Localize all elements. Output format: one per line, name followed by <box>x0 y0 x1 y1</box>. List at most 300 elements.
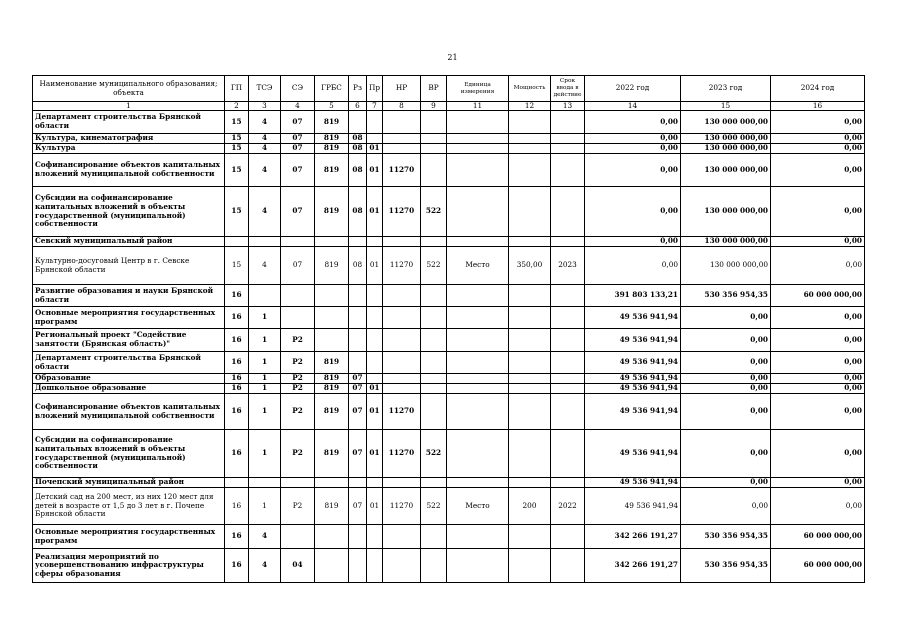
table-cell <box>281 237 315 247</box>
table-cell: Р2 <box>281 488 315 525</box>
table-cell: 342 266 191,27 <box>585 525 681 549</box>
table-cell <box>551 394 585 430</box>
table-cell: 130 000 000,00 <box>681 154 771 187</box>
table-cell: 0,00 <box>681 384 771 394</box>
table-cell <box>383 374 421 384</box>
table-cell: 15 <box>225 111 249 134</box>
table-cell: 0,00 <box>681 374 771 384</box>
table-cell: 16 <box>225 329 249 352</box>
table-cell <box>551 285 585 307</box>
table-cell: 49 536 941,94 <box>585 394 681 430</box>
header-cell: ГП <box>225 76 249 102</box>
table-cell: 1 <box>249 307 281 329</box>
table-cell: 530 356 954,35 <box>681 285 771 307</box>
table-cell: Р2 <box>281 374 315 384</box>
table-row <box>33 144 865 154</box>
table-cell <box>249 285 281 307</box>
row-name-cell: Почепский муниципальный район <box>33 478 225 488</box>
table-body <box>33 111 865 583</box>
table-cell <box>447 285 509 307</box>
table-cell <box>447 352 509 374</box>
table-cell: 522 <box>421 430 447 478</box>
table-cell: 11270 <box>383 394 421 430</box>
header-cell: ГРБС <box>315 76 349 102</box>
table-cell: 04 <box>281 549 315 583</box>
table-cell <box>509 134 551 144</box>
table-cell <box>551 237 585 247</box>
header-cell: Срок ввода в действие <box>551 76 585 102</box>
table-cell <box>383 384 421 394</box>
table-cell: 49 536 941,94 <box>585 478 681 488</box>
table-cell: 819 <box>315 394 349 430</box>
table-cell <box>383 111 421 134</box>
table-cell: 49 536 941,94 <box>585 374 681 384</box>
table-cell: 0,00 <box>585 237 681 247</box>
table-cell <box>421 374 447 384</box>
table-cell: 01 <box>367 144 383 154</box>
table-cell: 15 <box>225 154 249 187</box>
table-cell: 0,00 <box>585 134 681 144</box>
table-cell <box>281 478 315 488</box>
table-cell: 819 <box>315 144 349 154</box>
index-cell: 7 <box>367 102 383 111</box>
table-cell: 07 <box>281 187 315 237</box>
row-name-cell: Департамент строительства Брянской области <box>33 111 225 134</box>
table-cell <box>367 134 383 144</box>
index-cell: 15 <box>681 102 771 111</box>
table-cell <box>421 237 447 247</box>
table-cell <box>281 525 315 549</box>
table-cell <box>447 374 509 384</box>
table-cell <box>421 525 447 549</box>
table-cell: 16 <box>225 374 249 384</box>
table-cell <box>421 154 447 187</box>
table-cell <box>447 394 509 430</box>
table-cell: 0,00 <box>585 144 681 154</box>
table-cell: 11270 <box>383 187 421 237</box>
table-cell: 2022 <box>551 488 585 525</box>
table-row <box>33 549 865 583</box>
table-cell <box>281 285 315 307</box>
table-cell: 0,00 <box>585 154 681 187</box>
index-cell: 16 <box>771 102 865 111</box>
table-cell <box>509 154 551 187</box>
table-cell: Место <box>447 247 509 285</box>
table-cell: 522 <box>421 187 447 237</box>
table-cell: 819 <box>315 352 349 374</box>
table-cell: 16 <box>225 352 249 374</box>
header-cell: СЭ <box>281 76 315 102</box>
table-cell <box>421 285 447 307</box>
table-cell <box>551 549 585 583</box>
table-cell <box>349 329 367 352</box>
table-cell <box>421 478 447 488</box>
table-cell: 0,00 <box>681 478 771 488</box>
table-cell: 08 <box>349 134 367 144</box>
table-cell <box>349 111 367 134</box>
row-name-cell: Субсидии на софинансирование капитальных вложений в объекты государственной (муниципальной) собственности <box>33 430 225 478</box>
table-cell <box>509 394 551 430</box>
table-cell: 0,00 <box>771 430 865 478</box>
header-cell: 2022 год <box>585 76 681 102</box>
table-cell: 4 <box>249 134 281 144</box>
table-cell: 0,00 <box>771 478 865 488</box>
index-cell: 13 <box>551 102 585 111</box>
table-cell: 15 <box>225 144 249 154</box>
table-cell: 0,00 <box>771 352 865 374</box>
table-cell <box>383 549 421 583</box>
table-cell: 1 <box>249 430 281 478</box>
table-cell: 49 536 941,94 <box>585 307 681 329</box>
table-cell: 0,00 <box>771 247 865 285</box>
table-row <box>33 488 865 525</box>
table-row <box>33 134 865 144</box>
table-cell <box>447 187 509 237</box>
table-cell: 0,00 <box>771 134 865 144</box>
table-cell <box>551 154 585 187</box>
table-cell: 819 <box>315 384 349 394</box>
table-cell: 60 000 000,00 <box>771 525 865 549</box>
table-cell <box>421 307 447 329</box>
table-cell <box>447 430 509 478</box>
table-cell: Р2 <box>281 430 315 478</box>
table-cell: 0,00 <box>771 144 865 154</box>
table-cell <box>383 134 421 144</box>
table-cell <box>421 111 447 134</box>
table-cell <box>447 111 509 134</box>
table-cell: 0,00 <box>771 384 865 394</box>
header-cell: 2024 год <box>771 76 865 102</box>
table-cell: 15 <box>225 247 249 285</box>
table-cell <box>509 307 551 329</box>
table-cell <box>421 384 447 394</box>
table-cell <box>383 237 421 247</box>
table-cell: 4 <box>249 154 281 187</box>
table-cell: 49 536 941,94 <box>585 430 681 478</box>
table-cell: 16 <box>225 525 249 549</box>
budget-table <box>32 75 865 583</box>
table-cell: 07 <box>281 134 315 144</box>
table-cell: 07 <box>349 374 367 384</box>
table-cell: 0,00 <box>681 307 771 329</box>
table-cell: 16 <box>225 488 249 525</box>
header-cell: Наименование муниципального образования; объекта <box>33 76 225 102</box>
table-row <box>33 525 865 549</box>
table-row <box>33 352 865 374</box>
table-cell <box>225 237 249 247</box>
index-cell: 9 <box>421 102 447 111</box>
table-cell <box>551 144 585 154</box>
table-cell: 49 536 941,94 <box>585 329 681 352</box>
table-cell <box>509 352 551 374</box>
index-cell: 11 <box>447 102 509 111</box>
table-cell: 0,00 <box>771 111 865 134</box>
header-row <box>33 76 865 102</box>
row-name-cell: Культура, кинематография <box>33 134 225 144</box>
table-cell: 1 <box>249 352 281 374</box>
table-cell <box>447 549 509 583</box>
table-cell: 0,00 <box>771 154 865 187</box>
table-cell <box>509 430 551 478</box>
table-cell <box>447 144 509 154</box>
table-cell: 819 <box>315 134 349 144</box>
table-cell: 2023 <box>551 247 585 285</box>
table-cell: 01 <box>367 430 383 478</box>
header-cell: Мощность <box>509 76 551 102</box>
table-cell <box>315 478 349 488</box>
table-cell <box>447 237 509 247</box>
table-cell: 4 <box>249 525 281 549</box>
table-cell <box>551 111 585 134</box>
column-index-row <box>33 102 865 111</box>
table-cell <box>383 478 421 488</box>
table-row <box>33 394 865 430</box>
table-cell <box>509 187 551 237</box>
table-row <box>33 307 865 329</box>
table-cell <box>447 134 509 144</box>
table-cell <box>447 525 509 549</box>
table-cell <box>315 307 349 329</box>
table-cell <box>421 144 447 154</box>
table-cell <box>509 374 551 384</box>
row-name-cell: Основные мероприятия государственных программ <box>33 525 225 549</box>
table-cell <box>383 352 421 374</box>
table-cell <box>349 478 367 488</box>
table-cell <box>367 111 383 134</box>
header-cell: НР <box>383 76 421 102</box>
table-cell <box>551 187 585 237</box>
table-cell: 08 <box>349 144 367 154</box>
table-cell <box>509 237 551 247</box>
table-cell <box>349 307 367 329</box>
table-cell: 130 000 000,00 <box>681 134 771 144</box>
table-cell <box>551 307 585 329</box>
table-cell: 07 <box>281 247 315 285</box>
table-row <box>33 478 865 488</box>
table-cell: 819 <box>315 154 349 187</box>
table-cell: 130 000 000,00 <box>681 187 771 237</box>
table-cell: 60 000 000,00 <box>771 285 865 307</box>
header-cell: Пр <box>367 76 383 102</box>
table-cell <box>447 154 509 187</box>
table-cell: 4 <box>249 247 281 285</box>
table-cell <box>447 384 509 394</box>
row-name-cell: Региональный проект "Содействие занятости (Брянская область)" <box>33 329 225 352</box>
row-name-cell: Реализация мероприятий по усовершенствованию инфраструктуры сферы образования <box>33 549 225 583</box>
table-cell <box>349 285 367 307</box>
table-cell: 1 <box>249 374 281 384</box>
table-cell: 49 536 941,94 <box>585 488 681 525</box>
table-cell <box>421 394 447 430</box>
table-cell <box>383 329 421 352</box>
table-cell: 1 <box>249 329 281 352</box>
table-cell: Р2 <box>281 352 315 374</box>
table-cell: 01 <box>367 384 383 394</box>
row-name-cell: Детский сад на 200 мест, из них 120 мест для детей в возрасте от 1,5 до 3 лет в г. Почепе Брянской области <box>33 488 225 525</box>
header-cell: ТСЭ <box>249 76 281 102</box>
table-cell: 49 536 941,94 <box>585 352 681 374</box>
table-cell: 819 <box>315 247 349 285</box>
table-cell <box>367 478 383 488</box>
table-cell: 0,00 <box>681 488 771 525</box>
table-cell: 16 <box>225 394 249 430</box>
table-cell <box>315 237 349 247</box>
table-cell: 0,00 <box>681 430 771 478</box>
table-cell: Р2 <box>281 384 315 394</box>
index-cell: 6 <box>349 102 367 111</box>
table-cell: 1 <box>249 384 281 394</box>
table-cell: Р2 <box>281 329 315 352</box>
table-cell: 0,00 <box>771 329 865 352</box>
table-cell: 16 <box>225 384 249 394</box>
table-cell <box>447 307 509 329</box>
table-cell <box>383 525 421 549</box>
table-cell: 16 <box>225 430 249 478</box>
table-row <box>33 187 865 237</box>
table-cell: 4 <box>249 144 281 154</box>
table-cell: 819 <box>315 374 349 384</box>
header-cell: Рз <box>349 76 367 102</box>
table-cell: 01 <box>367 247 383 285</box>
table-cell: 07 <box>349 394 367 430</box>
header-cell: Единица измерения <box>447 76 509 102</box>
table-cell <box>281 307 315 329</box>
table-cell <box>551 352 585 374</box>
table-cell <box>551 374 585 384</box>
table-cell: 01 <box>367 394 383 430</box>
table-cell: 16 <box>225 549 249 583</box>
table-cell <box>509 478 551 488</box>
table-cell <box>551 134 585 144</box>
table-cell <box>447 329 509 352</box>
table-cell: 0,00 <box>681 329 771 352</box>
table-cell: 342 266 191,27 <box>585 549 681 583</box>
table-cell <box>383 285 421 307</box>
table-cell: 16 <box>225 285 249 307</box>
index-cell: 2 <box>225 102 249 111</box>
table-cell: 130 000 000,00 <box>681 144 771 154</box>
table-cell <box>225 478 249 488</box>
table-cell: 0,00 <box>771 237 865 247</box>
table-row <box>33 237 865 247</box>
row-name-cell: Основные мероприятия государственных программ <box>33 307 225 329</box>
table-cell: 0,00 <box>771 374 865 384</box>
index-cell: 4 <box>281 102 315 111</box>
table-cell: 819 <box>315 111 349 134</box>
row-name-cell: Севский муниципальный район <box>33 237 225 247</box>
table-cell: 16 <box>225 307 249 329</box>
table-cell <box>383 307 421 329</box>
table-cell: 11270 <box>383 247 421 285</box>
table-cell <box>367 285 383 307</box>
table-cell: 1 <box>249 488 281 525</box>
row-name-cell: Департамент строительства Брянской области <box>33 352 225 374</box>
table-cell <box>551 329 585 352</box>
table-cell: 08 <box>349 247 367 285</box>
table-cell <box>367 307 383 329</box>
table-cell: 130 000 000,00 <box>681 111 771 134</box>
table-cell: 0,00 <box>771 307 865 329</box>
table-cell <box>367 374 383 384</box>
row-name-cell: Дошкольное образование <box>33 384 225 394</box>
table-cell <box>551 430 585 478</box>
table-cell: 11270 <box>383 430 421 478</box>
table-cell <box>447 478 509 488</box>
table-cell: Р2 <box>281 394 315 430</box>
table-cell: 1 <box>249 394 281 430</box>
table-cell: 0,00 <box>681 352 771 374</box>
table-cell <box>349 525 367 549</box>
page-number: 21 <box>447 53 458 62</box>
table-cell: 11270 <box>383 154 421 187</box>
table-cell <box>349 549 367 583</box>
table-cell: 0,00 <box>585 111 681 134</box>
table-cell: 4 <box>249 187 281 237</box>
table-cell <box>367 352 383 374</box>
table-cell <box>315 549 349 583</box>
table-cell <box>315 285 349 307</box>
table-cell <box>421 134 447 144</box>
table-row <box>33 285 865 307</box>
table-cell <box>315 525 349 549</box>
row-name-cell: Субсидии на софинансирование капитальных вложений в объекты государственной (муниципальной) собственности <box>33 187 225 237</box>
table-row <box>33 247 865 285</box>
table-cell: Место <box>447 488 509 525</box>
index-cell: 8 <box>383 102 421 111</box>
table-cell: 200 <box>509 488 551 525</box>
table-cell: 530 356 954,35 <box>681 525 771 549</box>
table-cell: 4 <box>249 549 281 583</box>
table-cell: 819 <box>315 488 349 525</box>
table-cell <box>367 329 383 352</box>
table-cell <box>509 285 551 307</box>
table-cell <box>509 144 551 154</box>
table-row <box>33 111 865 134</box>
row-name-cell: Культура <box>33 144 225 154</box>
row-name-cell: Образование <box>33 374 225 384</box>
table-cell <box>367 237 383 247</box>
table-cell: 0,00 <box>771 394 865 430</box>
table-cell: 4 <box>249 111 281 134</box>
row-name-cell: Софинансирование объектов капитальных вложений муниципальной собственности <box>33 154 225 187</box>
index-cell: 1 <box>33 102 225 111</box>
table-cell <box>509 329 551 352</box>
table-cell: 522 <box>421 247 447 285</box>
table-cell: 15 <box>225 134 249 144</box>
row-name-cell: Софинансирование объектов капитальных вложений муниципальной собственности <box>33 394 225 430</box>
table-cell: 15 <box>225 187 249 237</box>
table-cell <box>551 525 585 549</box>
table-cell: 07 <box>349 488 367 525</box>
table-cell: 08 <box>349 187 367 237</box>
table-cell: 0,00 <box>585 187 681 237</box>
table-cell: 07 <box>349 384 367 394</box>
table-cell: 07 <box>281 144 315 154</box>
table-cell <box>421 352 447 374</box>
table-cell <box>249 237 281 247</box>
table-cell: 07 <box>281 111 315 134</box>
table-row <box>33 430 865 478</box>
table-cell: 130 000 000,00 <box>681 247 771 285</box>
table-cell: 0,00 <box>771 488 865 525</box>
table-cell <box>349 352 367 374</box>
index-cell: 12 <box>509 102 551 111</box>
row-name-cell: Развитие образования и науки Брянской области <box>33 285 225 307</box>
index-cell: 14 <box>585 102 681 111</box>
table-cell: 01 <box>367 488 383 525</box>
table-cell: 522 <box>421 488 447 525</box>
header-cell: 2023 год <box>681 76 771 102</box>
